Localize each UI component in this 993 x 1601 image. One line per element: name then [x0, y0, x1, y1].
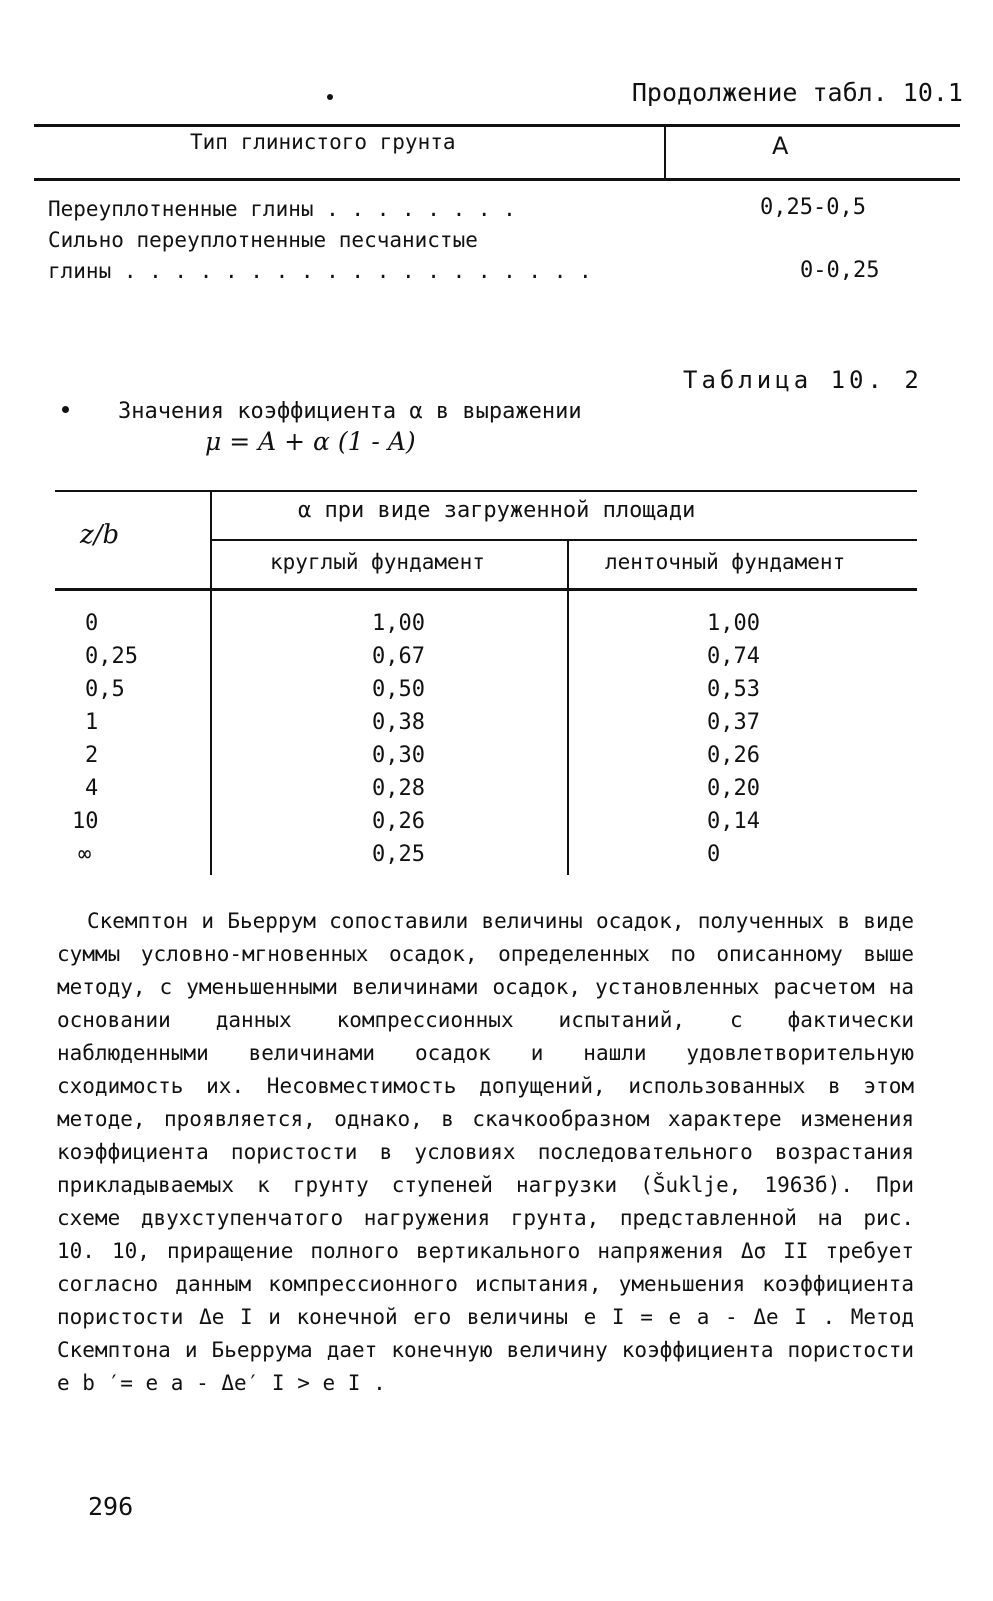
cell-z: ∞	[78, 842, 92, 867]
column-header-strip: ленточный фундамент	[605, 550, 846, 574]
table-rule	[210, 539, 917, 541]
table-row-value: 0,25-0,5	[760, 195, 866, 220]
column-header-round: круглый фундамент	[270, 550, 485, 574]
cell-z: 0,5	[85, 677, 125, 702]
cell-z: 4	[85, 776, 99, 801]
table-row-label: глины . . . . . . . . . . . . . . . . . . .	[48, 259, 592, 283]
table-caption: Продолжение табл. 10.1	[631, 78, 963, 107]
cell-round: 0,26	[372, 809, 425, 834]
table-rule	[34, 178, 960, 181]
cell-strip: 1,00	[707, 611, 760, 636]
column-divider	[210, 490, 212, 875]
column-header-alpha: α при виде загруженной площади	[298, 498, 696, 523]
table-rule	[55, 490, 917, 492]
cell-z: 1	[85, 710, 99, 735]
table-rule	[34, 124, 960, 127]
cell-round: 0,67	[372, 644, 425, 669]
formula: μ = A + α (1 - A)	[205, 427, 416, 456]
cell-z: 0	[85, 611, 99, 636]
cell-z: 10	[72, 809, 99, 834]
cell-strip: 0,37	[707, 710, 760, 735]
cell-round: 0,30	[372, 743, 425, 768]
cell-strip: 0,74	[707, 644, 760, 669]
cell-strip: 0,53	[707, 677, 760, 702]
cell-strip: 0	[707, 842, 721, 867]
table-row-value: 0-0,25	[800, 258, 880, 283]
cell-round: 0,50	[372, 677, 425, 702]
cell-round: 0,38	[372, 710, 425, 735]
column-header-z: z/b	[80, 520, 120, 550]
page-number: 296	[88, 1492, 134, 1521]
cell-z: 0,25	[85, 644, 138, 669]
table-title: Значения коэффициента α в выражении	[118, 399, 582, 424]
column-divider	[664, 124, 666, 179]
cell-round: 1,00	[372, 611, 425, 636]
cell-round: 0,28	[372, 776, 425, 801]
cell-strip: 0,26	[707, 743, 760, 768]
cell-strip: 0,14	[707, 809, 760, 834]
paragraph-text: Скемптон и Бьеррум сопоставили величины осадок, полученных в виде суммы условно-мгновенных осадок, определенных по описанному выше методу, с уменьшенными величинами осадок, установленных расчетом на основании данных компрессионных испытаний, с фактически наблюденными величинами осадок и нашли удовлетворительную сходимость их. Несовместимость допущений, использованных в этом методе, проявляется, однако, в скачкообразном характере изменения коэффициента пористости в условиях последовательного возрастания прикладываемых к грунту ступеней нагрузки (Šuklje, 1963б). При схеме двухступенчатого нагружения грунта, представленной на рис. 10. 10, приращение полного вертикального напряжения Δσ II требует согласно данным компрессионного испытания, уменьшения коэффициента пористости Δe I и конечной его величины e I = e a - Δe I . Метод Скемптона и Бьеррума дает конечную величину коэффициента пористости e b ′= e a - Δe′ I > e I .	[57, 909, 914, 1395]
body-paragraph	[57, 905, 914, 1400]
cell-round: 0,25	[372, 842, 425, 867]
cell-strip: 0,20	[707, 776, 760, 801]
cell-z: 2	[85, 743, 99, 768]
table-rule	[55, 588, 917, 591]
table-number: Таблица 10. 2	[683, 366, 923, 394]
bullet-dot	[62, 406, 69, 413]
column-divider	[567, 539, 569, 875]
bullet-dot	[327, 94, 333, 100]
table-row-label: Сильно переуплотненные песчанистые	[48, 228, 478, 252]
column-header-a: А	[772, 132, 789, 160]
table-row-label: Переуплотненные глины . . . . . . . .	[48, 197, 516, 221]
column-header-type: Тип глинистого грунта	[190, 130, 456, 154]
